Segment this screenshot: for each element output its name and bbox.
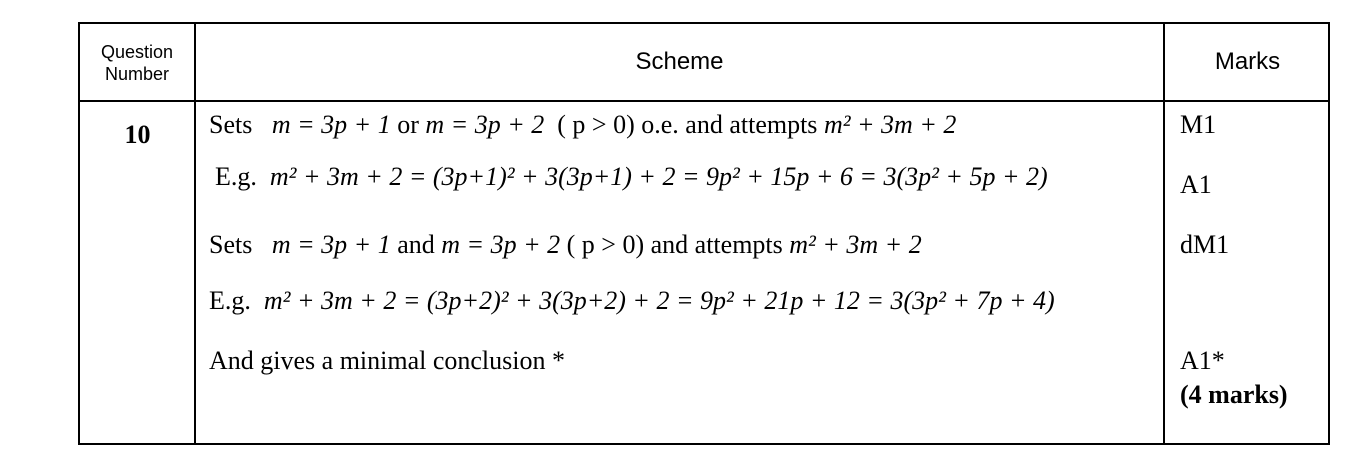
expression: m² + 3m + 2 <box>789 230 922 259</box>
header-divider <box>80 100 1328 102</box>
scheme-line-2: E.g. m² + 3m + 2 = (3p+1)² + 3(3p+1) + 2 = 9p² + 15p + 6 = 3(3p² + 5p + 2) <box>215 162 1048 191</box>
scheme-line-4: E.g. m² + 3m + 2 = (3p+2)² + 3(3p+2) + 2 = 9p² + 21p + 12 = 3(3p² + 7p + 4) <box>209 286 1055 315</box>
condition-1: m = 3p + 1 <box>271 110 391 139</box>
header-marks: Marks <box>1214 48 1281 75</box>
header-scheme: Scheme <box>635 48 724 75</box>
column-divider <box>194 24 196 443</box>
question-number: 10 <box>124 120 151 149</box>
mark-1: M1 <box>1180 110 1217 139</box>
worked-expression: m² + 3m + 2 = (3p+2)² + 3(3p+2) + 2 = 9p² + 21p + 12 = 3(3p² + 7p + 4) <box>263 286 1055 315</box>
condition-1: m = 3p + 1 <box>271 230 391 259</box>
total-marks: (4 marks) <box>1180 380 1288 409</box>
scheme-line-5: And gives a minimal conclusion * <box>209 346 566 375</box>
mark-2: A1 <box>1180 170 1212 199</box>
condition-2: m = 3p + 2 <box>441 230 561 259</box>
mark-scheme-table <box>78 22 1330 445</box>
mark-3: dM1 <box>1180 230 1230 259</box>
scheme-line-1: Sets m = 3p + 1 or m = 3p + 2 ( p > 0) o.e. and attempts m² + 3m + 2 <box>209 110 957 139</box>
worked-expression: m² + 3m + 2 = (3p+1)² + 3(3p+1) + 2 = 9p² + 15p + 6 = 3(3p² + 5p + 2) <box>269 162 1048 191</box>
condition-2: m = 3p + 2 <box>425 110 545 139</box>
scheme-line-3: Sets m = 3p + 1 and m = 3p + 2 ( p > 0) and attempts m² + 3m + 2 <box>209 230 922 259</box>
mark-5: A1* <box>1180 346 1225 375</box>
column-divider <box>1163 24 1165 443</box>
expression: m² + 3m + 2 <box>823 110 957 139</box>
header-question-number: Question Number <box>100 42 174 84</box>
